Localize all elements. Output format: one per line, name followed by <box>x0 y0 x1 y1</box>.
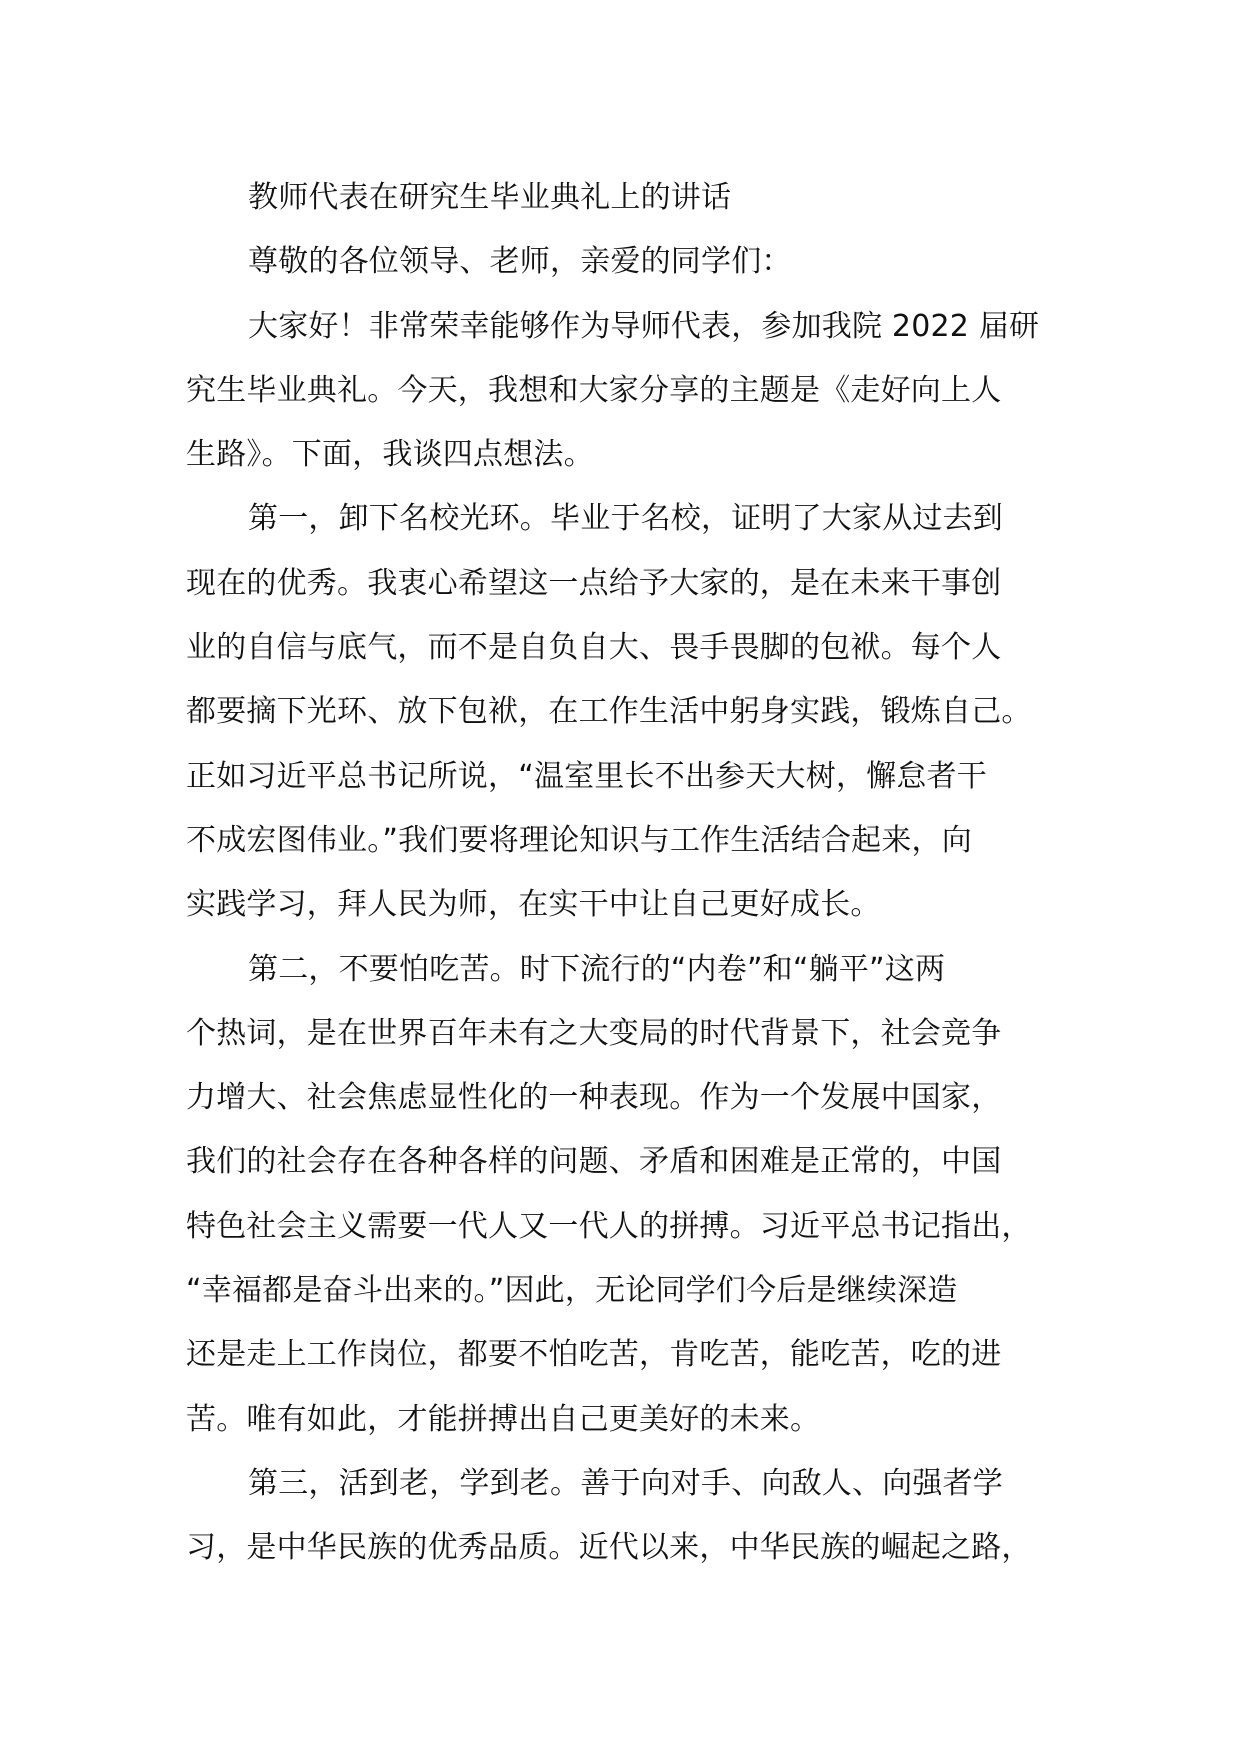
salutation: 尊敬的各位领导、老师，亲爱的同学们： <box>248 244 792 280</box>
paragraph-line: 现在的优秀。我衷心希望这一点给予大家的，是在未来干事创 <box>186 565 1002 601</box>
paragraph-line: 正如习近平总书记所说，“温室里长不出参天大树，懈怠者干 <box>186 758 987 794</box>
paragraph-line: 大家好！非常荣幸能够作为导师代表，参加我院 2022 届研 <box>248 308 1040 344</box>
document-title: 教师代表在研究生毕业典礼上的讲话 <box>248 180 732 215</box>
paragraph-line: 习，是中华民族的优秀品质。近代以来，中华民族的崛起之路， <box>186 1530 1032 1566</box>
paragraph-line: 还是走上工作岗位，都要不怕吃苦，肯吃苦，能吃苦，吃的进 <box>186 1337 1002 1373</box>
paragraph-line: 第一，卸下名校光环。毕业于名校，证明了大家从过去到 <box>248 501 1003 537</box>
paragraph-line: “幸福都是奋斗出来的。”因此，无论同学们今后是继续深造 <box>186 1273 958 1309</box>
paragraph-line: 业的自信与底气，而不是自负自大、畏手畏脚的包袱。每个人 <box>186 630 1002 666</box>
paragraph-line: 个热词，是在世界百年未有之大变局的时代背景下，社会竞争 <box>186 1015 1002 1051</box>
paragraph-line: 我们的社会存在各种各样的问题、矛盾和困难是正常的，中国 <box>186 1144 1002 1180</box>
paragraph-line: 第二，不要怕吃苦。时下流行的“内卷”和“躺平”这两 <box>248 951 946 987</box>
paragraph-line: 都要摘下光环、放下包袱，在工作生活中躬身实践，锻炼自己。 <box>186 694 1032 730</box>
speech-text <box>186 166 1066 1581</box>
paragraph-line: 生路》。下面，我谈四点想法。 <box>186 437 594 473</box>
paragraph-line: 力增大、社会焦虑显性化的一种表现。作为一个发展中国家， <box>186 1080 1002 1116</box>
paragraph-line: 究生毕业典礼。今天，我想和大家分享的主题是《走好向上人 <box>186 372 1002 408</box>
paragraph-line: 不成宏图伟业。”我们要将理论知识与工作生活结合起来，向 <box>186 822 972 858</box>
paragraph-line: 第三，活到老，学到老。善于向对手、向敌人、向强者学 <box>248 1465 1003 1501</box>
paragraph-line: 苦。唯有如此，才能拼搏出自己更美好的未来。 <box>186 1401 821 1437</box>
paragraph-line: 特色社会主义需要一代人又一代人的拼搏。习近平总书记指出， <box>186 1208 1032 1244</box>
paragraph-line: 实践学习，拜人民为师，在实干中让自己更好成长。 <box>186 887 881 923</box>
